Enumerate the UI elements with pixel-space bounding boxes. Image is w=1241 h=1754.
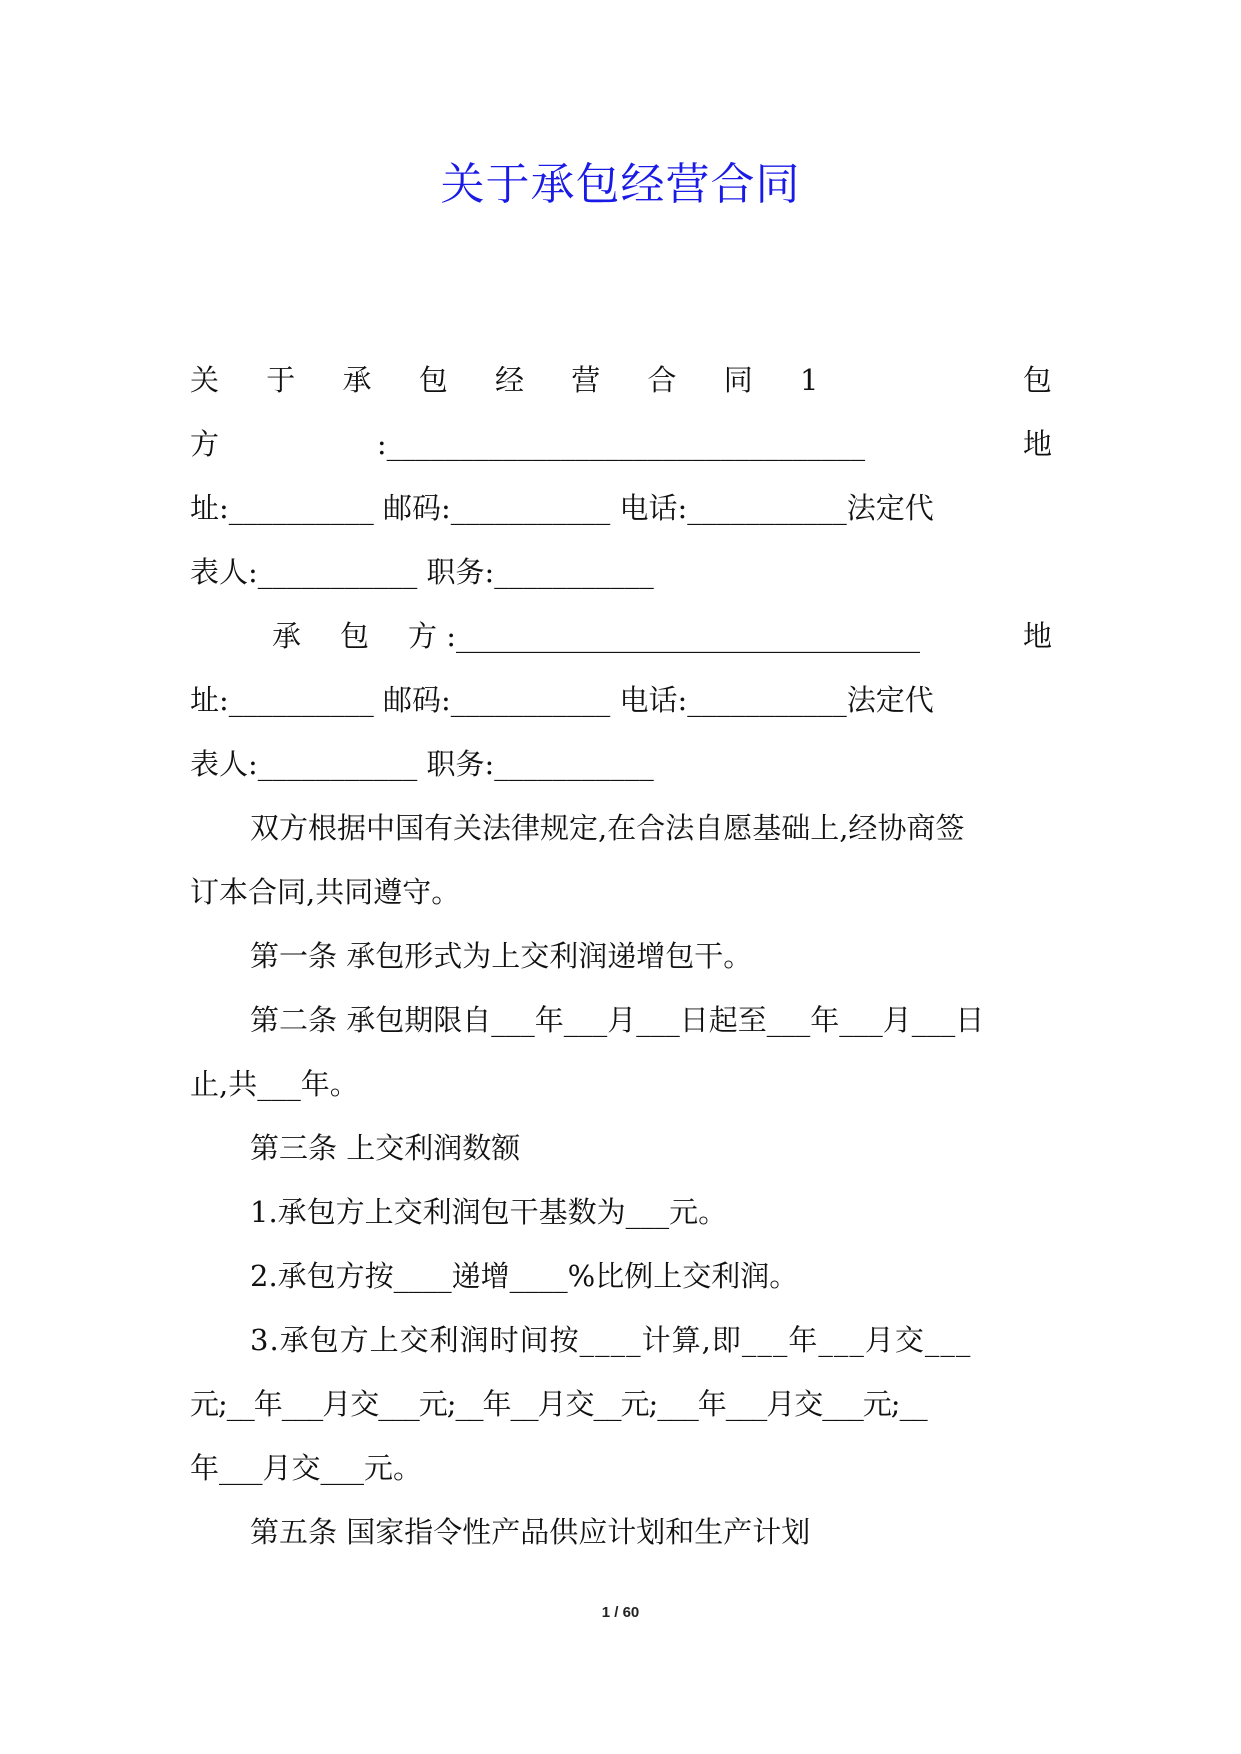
line-heading-parties [190,360,1052,400]
text-char [866,360,976,400]
line-party-a-name [190,424,1052,464]
line-party-b-address: 址:__________ 邮码:___________ 电话:___________法定代 [190,683,934,717]
line-party-a-address: 址:__________ 邮码:___________ 电话:___________法定代 [190,491,934,525]
article-3-item-2: 2.承包方按____递增____%比例上交利润。 [250,1259,799,1293]
text-label: 地 [1022,427,1052,461]
article-2-line-1: 第二条 承包期限自___年___月___日起至___年___月___日 [250,1003,985,1037]
paragraph-preamble-1: 双方根据中国有关法律规定,在合法自愿基础上,经协商签 [250,811,965,845]
text-char: 承 [272,619,302,653]
article-3-item-3-line-2: 元;__年___月交___元;__年__月交__元;___年___月交___元;__ [190,1387,927,1421]
blank-field: :_________________________________ [376,427,866,461]
paragraph-preamble-2: 订本合同,共同遵守。 [190,875,461,909]
article-3-heading: 第三条 上交利润数额 [250,1131,521,1165]
text-char: 包 [418,363,448,397]
text-char: 营 [571,363,601,397]
blank-field: 方 :________________________________ [408,619,920,653]
text-char: 关 [190,363,220,397]
article-1: 第一条 承包形式为上交利润递增包干。 [250,939,753,973]
text-char: 1 [800,363,819,397]
text-char: 经 [495,363,525,397]
line-party-a-rep: 表人:___________ 职务:___________ [190,555,654,589]
text-char: 地 [1022,619,1052,653]
text-char: 包 [340,619,370,653]
line-party-b-name [190,616,1052,656]
article-3-item-1: 1.承包方上交利润包干基数为___元。 [250,1195,728,1229]
article-5-heading: 第五条 国家指令性产品供应计划和生产计划 [250,1515,811,1549]
text-char: 同 [723,363,753,397]
text-char: 承 [342,363,372,397]
article-3-item-3-line-3: 年___月交___元。 [190,1451,423,1485]
text-char: 包 [1022,363,1052,397]
article-3-item-3-line-1: 3.承包方上交利润时间按____计算,即___年___月交___ [250,1323,972,1357]
page-number: 1 / 60 [601,1604,640,1621]
text-label: 方 [190,427,220,461]
line-party-b-rep: 表人:___________ 职务:___________ [190,747,654,781]
article-2-line-2: 止,共___年。 [190,1067,359,1101]
document-title: 关于承包经营合同 [440,159,801,210]
text-char: 合 [647,363,677,397]
text-char: 于 [266,363,296,397]
